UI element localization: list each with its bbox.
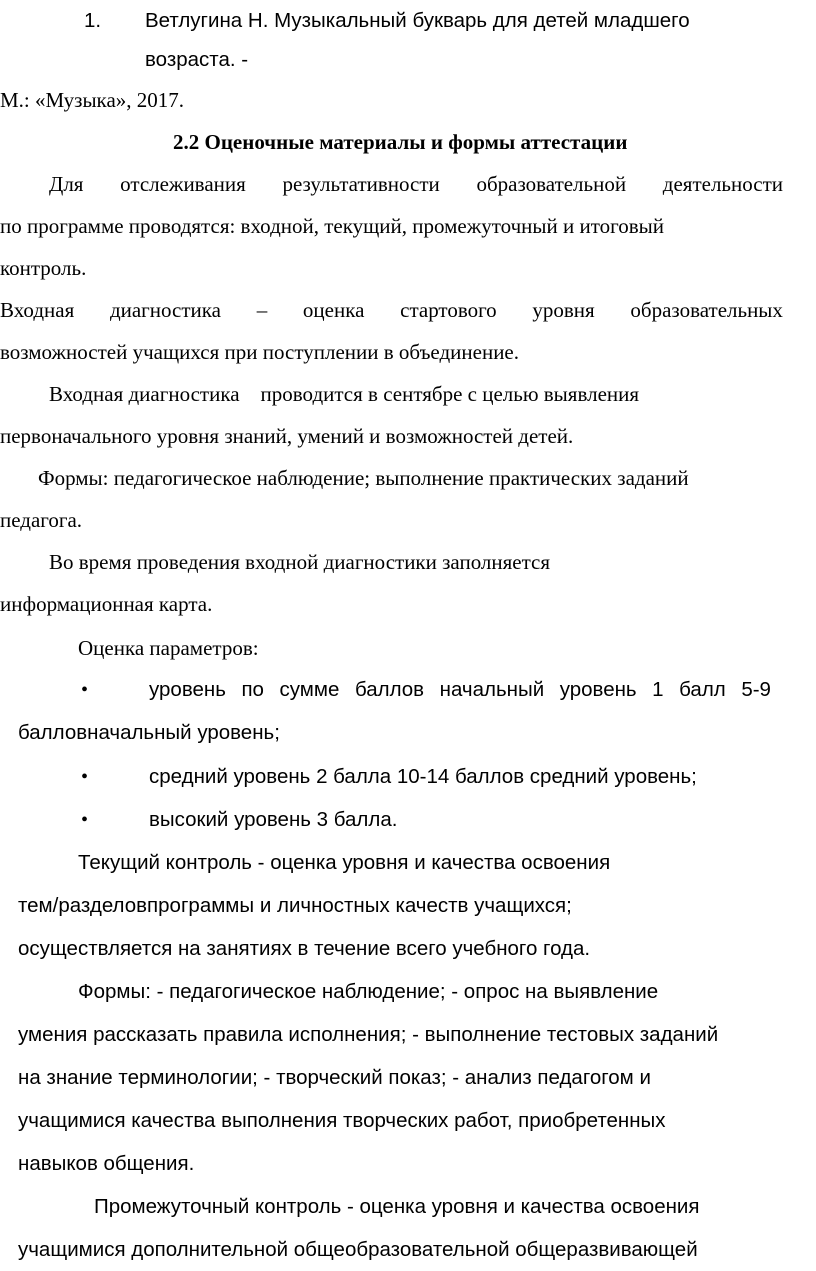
section-heading: 2.2 Оценочные материалы и формы аттестации <box>173 130 628 154</box>
word: Входная <box>0 298 75 322</box>
word: по <box>241 678 264 701</box>
word: баллов <box>354 678 425 701</box>
word: сумме <box>279 678 340 701</box>
entry-definition-justified <box>0 297 783 323</box>
bullet-text: высокий уровень 3 балла. <box>149 808 398 831</box>
bullet-icon: • <box>81 809 89 831</box>
word: 5-9 <box>741 678 771 701</box>
interim-control-line: учащимися дополнительной общеобразовательной общеразвивающей <box>18 1238 698 1261</box>
current-forms-line: умения рассказать правила исполнения; - выполнение тестовых заданий <box>18 1023 719 1046</box>
current-forms-line: учащимися качества выполнения творческих работ, приобретенных <box>18 1109 666 1132</box>
reference-line: Ветлугина Н. Музыкальный букварь для детей младшего <box>145 9 690 32</box>
word: оценка <box>302 298 365 322</box>
bullet-text: средний уровень 2 балла 10-14 баллов средний уровень; <box>149 765 697 788</box>
word: – <box>256 298 268 322</box>
parameters-title: Оценка параметров: <box>78 636 259 660</box>
reference-publisher: М.: «Музыка», 2017. <box>0 88 185 112</box>
interim-control-line: Промежуточный контроль - оценка уровня и качества освоения <box>94 1195 700 1218</box>
entry-card-line: информационная карта. <box>0 592 213 616</box>
entry-forms-line: педагога. <box>0 508 83 532</box>
current-forms-line: на знание терминологии; - творческий показ; - анализ педагогом и <box>18 1066 651 1089</box>
intro-line: контроль. <box>0 256 87 280</box>
current-forms-line: Формы: - педагогическое наблюдение; - опрос на выявление <box>78 980 659 1003</box>
entry-time-line: Входная диагностика проводится в сентябре с целью выявления <box>49 382 640 406</box>
word: балл <box>679 678 726 701</box>
entry-time-line: первоначального уровня знаний, умений и возможностей детей. <box>0 424 574 448</box>
word: стартового <box>400 298 497 322</box>
word: Для <box>49 172 84 196</box>
bullet-icon: • <box>81 766 89 788</box>
word: уровень <box>149 678 226 701</box>
bullet-text: балловначальный уровень; <box>18 721 280 744</box>
current-forms-line: навыков общения. <box>18 1152 195 1175</box>
word: отслеживания <box>120 172 246 196</box>
word: образовательной <box>476 172 627 196</box>
word: уровень <box>559 678 637 701</box>
current-control-line: осуществляется на занятиях в течение всего учебного года. <box>18 937 591 960</box>
word: образовательных <box>630 298 783 322</box>
entry-forms-line: Формы: педагогическое наблюдение; выполнение практических заданий <box>38 466 689 490</box>
word: 1 <box>652 678 664 701</box>
word: начальный <box>439 678 545 701</box>
word: результативности <box>282 172 440 196</box>
intro-line-justified <box>49 171 783 197</box>
intro-line: по программе проводятся: входной, текущий, промежуточный и итоговый <box>0 214 664 238</box>
word: уровня <box>532 298 595 322</box>
word: деятельности <box>662 172 783 196</box>
word: диагностика <box>109 298 221 322</box>
bullet-text-justified <box>149 677 771 703</box>
entry-definition-line: возможностей учащихся при поступлении в объединение. <box>0 340 520 364</box>
reference-number: 1. <box>84 9 102 32</box>
entry-card-line: Во время проведения входной диагностики заполняется <box>49 550 551 574</box>
current-control-line: Текущий контроль - оценка уровня и качества освоения <box>78 851 611 874</box>
current-control-line: тем/разделовпрограммы и личностных качеств учащихся; <box>18 894 572 917</box>
reference-line: возраста. - <box>145 48 249 71</box>
bullet-icon: • <box>81 679 89 701</box>
